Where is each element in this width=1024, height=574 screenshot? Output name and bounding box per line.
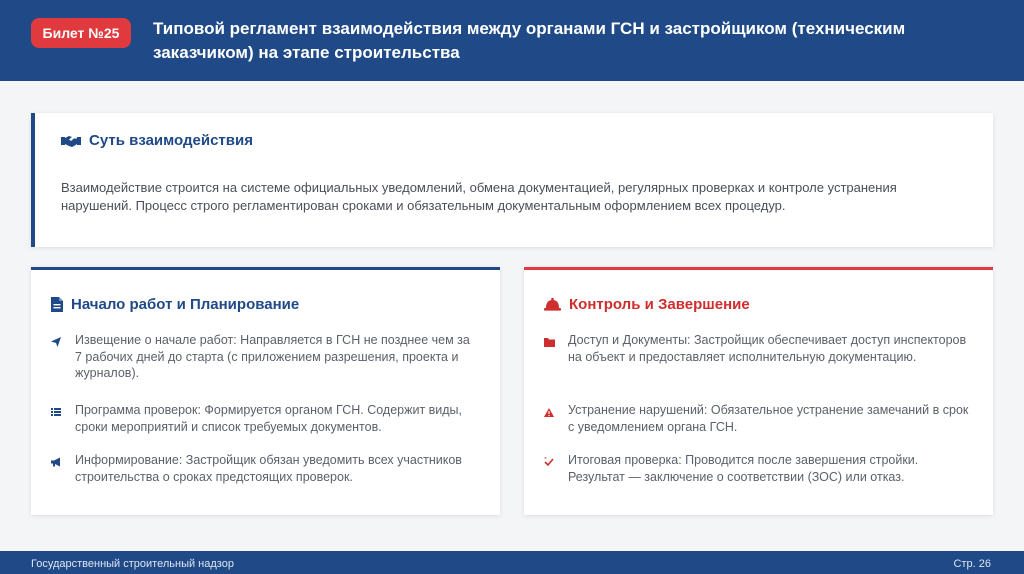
- list-item: [544, 332, 974, 365]
- warning-icon: [544, 408, 554, 417]
- list-item: [544, 402, 974, 435]
- page-title: Типовой регламент взаимодействия между органами ГСН и застройщиком (техническим заказчиком) на этапе строительства: [153, 19, 906, 62]
- check-icon: [544, 457, 554, 467]
- page-number: Стр. 26: [953, 558, 991, 570]
- handshake-icon: [61, 134, 81, 148]
- footer-org: Государственный строительный надзор: [31, 558, 234, 570]
- folder-icon: [544, 338, 555, 347]
- hard-hat-icon: [544, 298, 561, 311]
- list-item-text: Устранение нарушений: Обязательное устранение замечаний в срок с уведомлением органа ГСН.: [568, 403, 969, 434]
- footer-bar: [0, 551, 1024, 574]
- control-card: [524, 267, 993, 515]
- list-item-text: Итоговая проверка: Проводится после завершения стройки. Результат — заключение о соответствии (ЗОС) или отказ.: [568, 453, 919, 484]
- planning-header: [51, 296, 299, 313]
- ticket-badge: Билет №25: [31, 18, 131, 48]
- list-icon: [51, 407, 61, 417]
- list-item: [544, 452, 974, 485]
- list-item: [51, 452, 481, 485]
- list-item: [51, 402, 481, 435]
- list-item-text: Информирование: Застройщик обязан уведомить всех участников строительства о сроках предстоящих проверок.: [75, 453, 462, 484]
- planning-title: Начало работ и Планирование: [71, 296, 300, 313]
- control-title: Контроль и Завершение: [569, 296, 750, 313]
- list-item-text: Программа проверок: Формируется органом ГСН. Содержит виды, сроки мероприятий и список требуемых документов.: [75, 403, 463, 434]
- essence-header: [61, 132, 253, 149]
- essence-text: Взаимодействие строится на системе официальных уведомлений, обмена документацией, регулярных проверках и контроле устранения нарушений. Процесс строго регламентирован сроками и обязательным документальным оформлением всех процедур.: [61, 180, 897, 213]
- megaphone-icon: [51, 457, 61, 467]
- header-bar: [0, 0, 1024, 81]
- essence-title: Суть взаимодействия: [89, 132, 253, 149]
- planning-card: [31, 267, 500, 515]
- list-item: [51, 332, 481, 382]
- send-icon: [51, 337, 61, 347]
- list-item-text: Доступ и Документы: Застройщик обеспечивает доступ инспекторов на объект и предоставляет исполнительную документацию.: [568, 333, 967, 364]
- document-icon: [51, 297, 63, 312]
- list-item-text: Извещение о начале работ: Направляется в ГСН не позднее чем за 7 рабочих дней до старта (с приложением разрешения, проекта и журналов).: [75, 333, 470, 380]
- control-header: [544, 296, 750, 313]
- essence-card: [31, 113, 993, 247]
